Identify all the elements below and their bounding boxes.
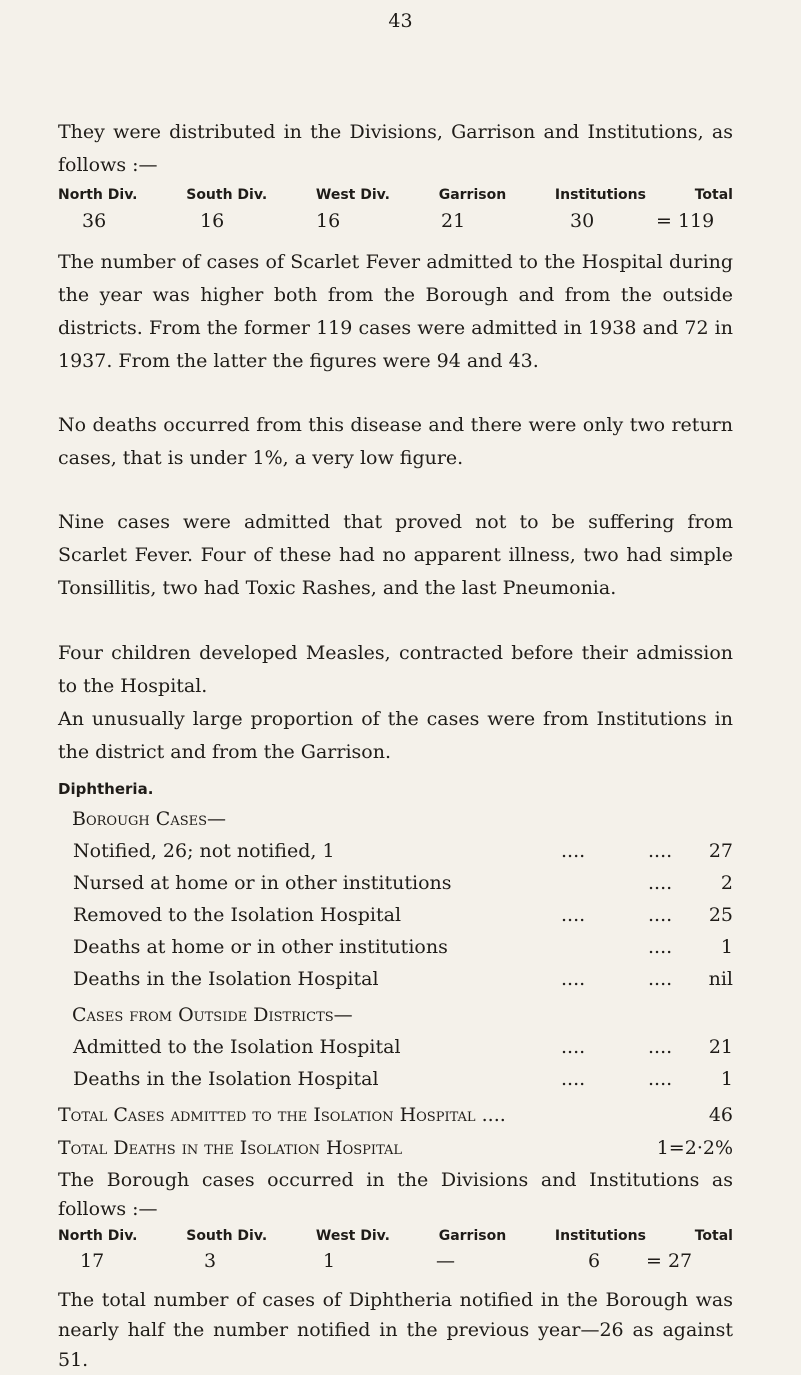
col-header: Institutions	[554, 1228, 646, 1244]
value-cell: 16	[200, 210, 225, 232]
col-header: South Div.	[186, 1228, 268, 1244]
value-cell: 3	[204, 1250, 217, 1272]
value-cell: 21	[441, 210, 466, 232]
value-cell: 36	[82, 210, 107, 232]
scarlet-paragraph-2: No deaths occurred from this disease and there were only two return cases, that is under 1%, a very low figure.	[58, 414, 733, 469]
value-cell: = 27	[646, 1250, 693, 1272]
diphtheria-table-header	[58, 1228, 733, 1244]
value-cell: 17	[80, 1250, 105, 1272]
scarlet-paragraph-5: An unusually large proportion of the cases were from Institutions in the district and from the Garrison.	[58, 708, 733, 763]
scarlet-paragraph-4: Four children developed Measles, contracted before their admission to the Hospital.	[58, 642, 733, 697]
value-cell: 6	[588, 1250, 601, 1272]
value-cell: 1	[323, 1250, 336, 1272]
col-header: South Div.	[186, 187, 268, 203]
value-cell: = 119	[656, 210, 715, 232]
intro-paragraph: They were distributed in the Divisions, Garrison and Institutions, as follows :—	[58, 121, 733, 176]
value-cell: —	[436, 1250, 455, 1272]
col-header: Total	[694, 1228, 733, 1244]
col-header: West Div.	[315, 1228, 390, 1244]
value-cell: 30	[570, 210, 595, 232]
value-cell: 16	[316, 210, 341, 232]
diphtheria-total-paragraph: The total number of cases of Diphtheria notified in the Borough was nearly half the number notified in the previous year—26 as against 51.	[58, 1289, 733, 1371]
diphtheria-divisions-paragraph: The Borough cases occurred in the Divisions and Institutions as follows :—	[58, 1169, 733, 1220]
col-header: North Div.	[58, 187, 138, 203]
diphtheria-heading: Diphtheria.	[58, 780, 154, 798]
scarlet-paragraph-1: The number of cases of Scarlet Fever admitted to the Hospital during the year was higher both from the Borough and from the outside districts. From the former 119 cases were admitted in 1938 and 72 in 1937. From the latter the figures were 94 and 43.	[58, 251, 733, 372]
col-header: Institutions	[554, 187, 646, 203]
borough-cases-heading: Borough Cases—	[72, 808, 227, 830]
scarlet-paragraph-3: Nine cases were admitted that proved not to be suffering from Scarlet Fever. Four of these had no apparent illness, two had simple Tonsillitis, two had Toxic Rashes, and the last Pneumonia.	[58, 511, 733, 599]
outside-districts-heading: Cases from Outside Districts—	[72, 1004, 353, 1026]
page-number: 43	[388, 10, 413, 32]
col-header: North Div.	[58, 1228, 138, 1244]
col-header: West Div.	[315, 187, 390, 203]
col-header: Garrison	[438, 187, 507, 203]
col-header: Garrison	[438, 1228, 507, 1244]
col-header: Total	[694, 187, 733, 203]
scarlet-table-header	[58, 187, 733, 203]
document-page: 43 They were distributed in the Divisions, Garrison and Institutions, as follows :— North Div. South Div. West Div. Garrison Institutions Total 36 16 16 21 30 = 119 The number of cases of Scarlet Fever admitted to the Hospital during the year was higher both from the Borough and from the outside districts. From the former 119 cases were admitted in 1938 and 72 in 1937. From the latter the figures were 94 and 43. No deaths occurred from this disease and there were only two return cases, that is under 1%, a very low figure. Nine cases were admitted that proved not to be suffering from Scarlet Fever. Four of these had no apparent illness, two had simple Tonsillitis, two had Toxic Rashes, and the last Pneumonia. Four children developed Measles, contracted before their admission to the Hospital. An unusually large proportion of the cases were from Institutions in the district and from the Garrison. Diphtheria. Borough Cases— Notified, 26; not notified, 1 .... .... 27 Nursed at home or in other institutions .... 2 Removed to the Isolation Hospital .... .... 25 Deaths at home or in other institutions .... 1 Deaths in the Isolation Hospital .... .... nil Cases from Outside Districts— Admitted to the Isolation Hospital .... .... 21 Deaths in the Isolation Hospital .... .... 1 Total Cases admitted to the Isolation Hospital .... 46 Total Deaths in the Isolation Hospital 1=2·2% The Borough cases occurred in the Divisions and Institutions as follows :— North Div. South Div. West Div. Garrison Institutions Total 17 3 1 — 6 = 27 The total number of cases of Diphtheria notified in the Borough was nearly half the number notified in the previous year—26 as against 51.	[0, 0, 801, 1373]
